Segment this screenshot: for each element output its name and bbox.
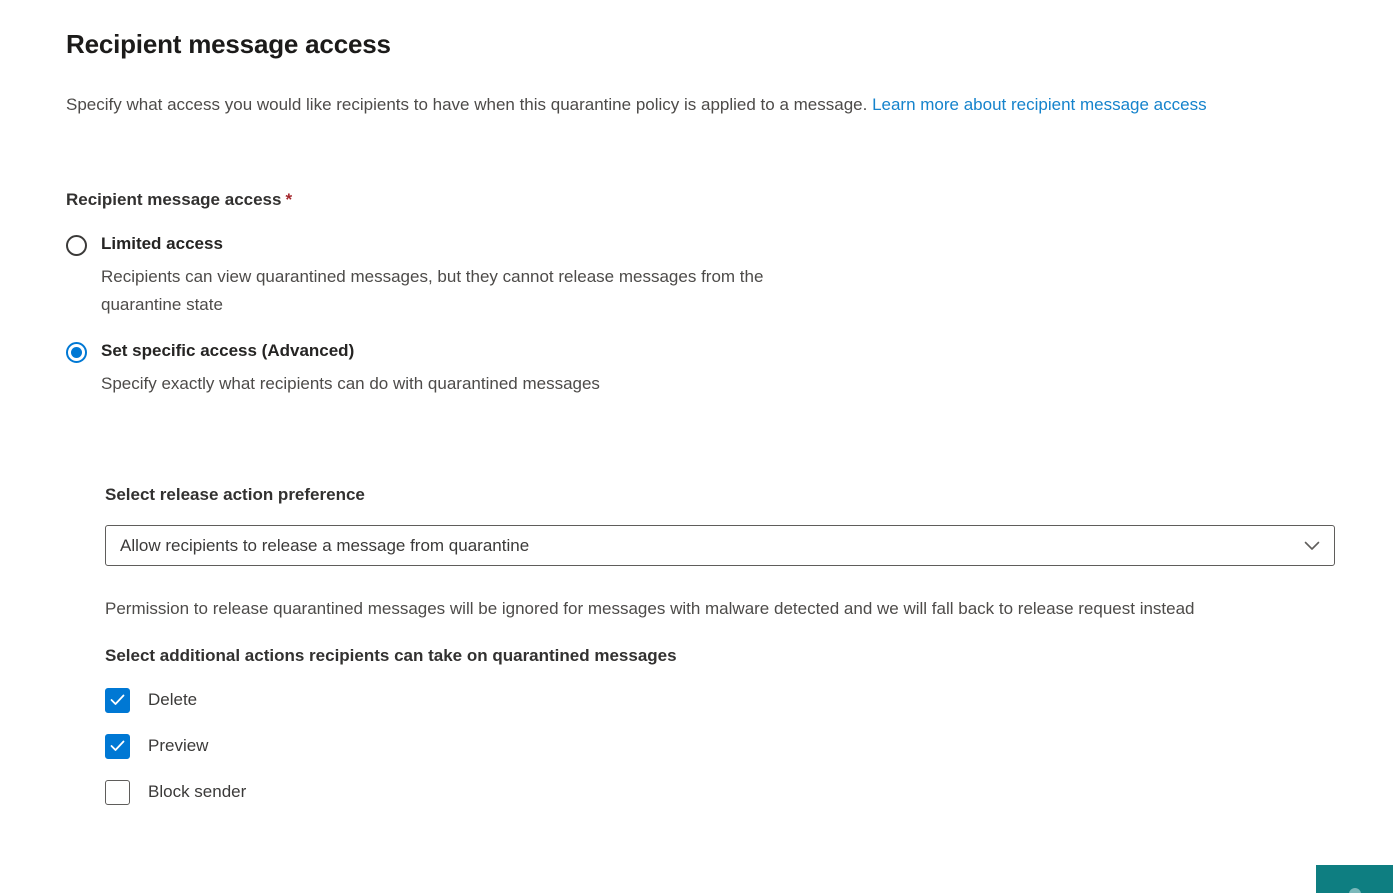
checkbox-row-preview[interactable] xyxy=(105,733,1335,759)
checkbox-icon[interactable] xyxy=(105,734,130,759)
radio-option-texts xyxy=(101,339,600,398)
access-field-label-text: Recipient message access xyxy=(66,190,282,209)
radio-button-icon[interactable] xyxy=(66,342,87,363)
access-field-label xyxy=(66,189,1335,211)
release-preference-label: Select release action preference xyxy=(105,485,365,504)
release-preference-dropdown[interactable] xyxy=(105,525,1335,566)
feedback-button[interactable] xyxy=(1316,865,1393,893)
radio-option-texts xyxy=(101,232,801,319)
radio-option-label: Limited access xyxy=(101,234,223,253)
checkbox-label: Block sender xyxy=(148,782,247,801)
access-radio-group xyxy=(66,232,1335,398)
required-asterisk: * xyxy=(285,190,293,209)
radio-dot xyxy=(71,347,82,358)
checkbox-label: Delete xyxy=(148,690,198,709)
learn-more-link[interactable]: Learn more about recipient message access xyxy=(872,95,1207,114)
release-preference-selected-value: Allow recipients to release a message from quarantine xyxy=(120,535,530,555)
release-preference-help-text: Permission to release quarantined messages will be ignored for messages with malware detected and we will fall back to release request instead xyxy=(105,599,1195,618)
feedback-icon xyxy=(1349,888,1361,893)
page-description-text: Specify what access you would like recipients to have when this quarantine policy is applied to a message. xyxy=(66,95,873,114)
checkbox-row-block-sender[interactable] xyxy=(105,779,1335,805)
radio-option-description: Specify exactly what recipients can do with quarantined messages xyxy=(101,374,600,393)
radio-button-icon[interactable] xyxy=(66,235,87,256)
radio-option-label: Set specific access (Advanced) xyxy=(101,341,355,360)
radio-dot xyxy=(71,240,82,251)
additional-actions-label: Select additional actions recipients can take on quarantined messages xyxy=(105,646,677,665)
checkbox-icon[interactable] xyxy=(105,780,130,805)
chevron-down-icon[interactable] xyxy=(1304,541,1320,551)
page-title: Recipient message access xyxy=(66,29,391,59)
checkbox-label: Preview xyxy=(148,736,209,755)
page-description xyxy=(66,90,1335,119)
checkbox-icon[interactable] xyxy=(105,688,130,713)
advanced-access-subsection xyxy=(105,484,1335,805)
radio-option-limited-access[interactable] xyxy=(66,232,1335,319)
radio-option-set-specific-access[interactable] xyxy=(66,339,1335,398)
checkbox-row-delete[interactable] xyxy=(105,687,1335,713)
radio-option-description: Recipients can view quarantined messages, but they cannot release messages from the quarantine state xyxy=(101,267,764,314)
